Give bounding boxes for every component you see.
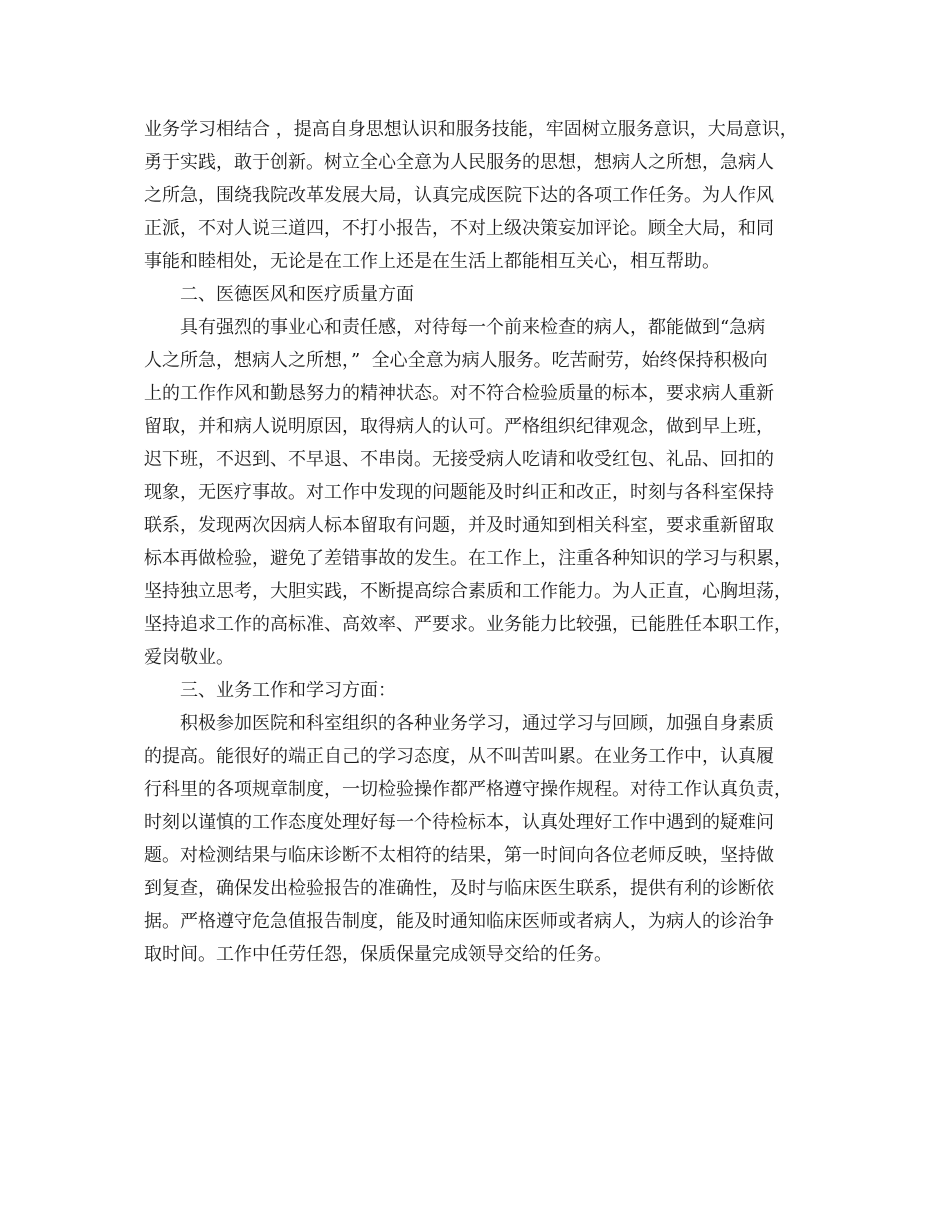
text-line: 联系，发现两次因病人标本留取有问题，并及时通知到相关科室，要求重新留取 (144, 515, 774, 536)
text-line: 时刻以谨慎的工作态度处理好每一个待检标本，认真处理好工作中遇到的疑难问 (144, 812, 774, 833)
text-line: 标本再做检验，避免了差错事故的发生。在工作上，注重各种知识的学习与积累， (144, 548, 792, 569)
text-line: 迟下班，不迟到、不早退、不串岗。无接受病人吃请和收受红包、礼品、回扣的 (144, 449, 774, 470)
text-line: 业务学习相结合 ，提高自身思想认识和服务技能，牢固树立服务意识，大局意识， (144, 119, 798, 140)
text-line: 正派，不对人说三道四，不打小报告，不对上级决策妄加评论。顾全大局，和同 (144, 218, 774, 239)
text-line: 取时间。工作中任劳任怨，保质保量完成领导交给的任务。 (144, 944, 612, 965)
text-line: 上的工作作风和勤恳努力的精神状态。对不符合检验质量的标本，要求病人重新 (144, 383, 774, 404)
text-line: 行科里的各项规章制度，一切检验操作都严格遵守操作规程。对待工作认真负责， (144, 779, 792, 800)
text-line: 三、业务工作和学习方面： (180, 680, 396, 701)
text-line: 勇于实践，敢于创新。树立全心全意为人民服务的思想，想病人之所想，急病人 (144, 152, 774, 173)
text-line: 人之所急，想病人之所想，” 全心全意为病人服务。吃苦耐劳，始终保持积极向 (144, 350, 768, 371)
text-line: 现象，无医疗事故。对工作中发现的问题能及时纠正和改正，时刻与各科室保持 (144, 482, 774, 503)
text-line: 具有强烈的事业心和责任感，对待每一个前来检查的病人，都能做到“急病 (180, 317, 766, 338)
text-line: 事能和睦相处，无论是在工作上还是在生活上都能相互关心，相互帮助。 (144, 251, 720, 272)
text-line: 坚持追求工作的高标准、高效率、严要求。业务能力比较强，已能胜任本职工作， (144, 614, 792, 635)
text-line: 题。对检测结果与临床诊断不太相符的结果，第一时间向各位老师反映，坚持做 (144, 845, 774, 866)
text-line: 留取，并和病人说明原因，取得病人的认可。严格组织纪律观念，做到早上班， (144, 416, 774, 437)
text-line: 的提高。能很好的端正自己的学习态度，从不叫苦叫累。在业务工作中，认真履 (144, 746, 774, 767)
text-line: 坚持独立思考，大胆实践，不断提高综合素质和工作能力。为人正直，心胸坦荡， (144, 581, 792, 602)
text-line: 二、医德医风和医疗质量方面 (180, 284, 414, 305)
text-line: 据。严格遵守危急值报告制度，能及时通知临床医师或者病人，为病人的诊治争 (144, 911, 774, 932)
document-body (144, 113, 824, 971)
text-line: 积极参加医院和科室组织的各种业务学习，通过学习与回顾，加强自身素质 (180, 713, 774, 734)
text-line: 之所急，围绕我院改革发展大局，认真完成医院下达的各项工作任务。为人作风 (144, 185, 774, 206)
text-line: 到复查，确保发出检验报告的准确性，及时与临床医生联系，提供有利的诊断依 (144, 878, 774, 899)
text-line: 爱岗敬业。 (144, 647, 234, 668)
